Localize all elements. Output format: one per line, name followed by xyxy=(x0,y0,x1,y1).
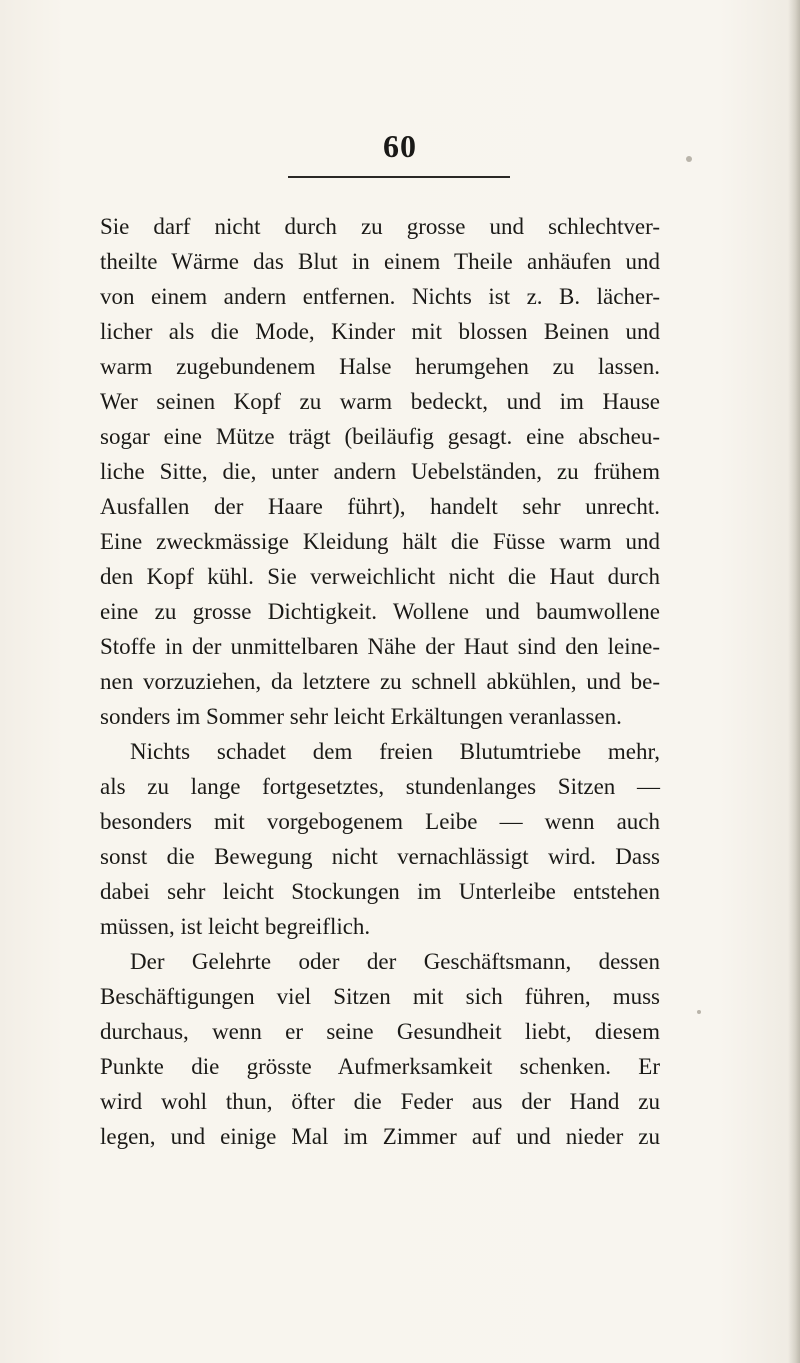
text-line: eine zu grosse Dichtigkeit. Wollene und baumwollene xyxy=(100,599,660,624)
text-line: nen vorzuziehen, da letztere zu schnell abkühlen, und be- xyxy=(100,669,660,694)
text-line: Punkte die grösste Aufmerksamkeit schenken. Er xyxy=(100,1054,660,1079)
text-line: Sie darf nicht durch zu grosse und schlechtver- xyxy=(100,214,660,239)
text-line: wird wohl thun, öfter die Feder aus der Hand zu xyxy=(100,1089,660,1114)
text-line: Ausfallen der Haare führt), handelt sehr unrecht. xyxy=(100,494,660,519)
text-line: legen, und einige Mal im Zimmer auf und nieder zu xyxy=(100,1124,660,1149)
page-number: 60 xyxy=(383,128,417,164)
text-line: dabei sehr leicht Stockungen im Unterleibe entstehen xyxy=(100,879,660,904)
paper-speck xyxy=(686,156,692,162)
text-line: warm zugebundenem Halse herumgehen zu lassen. xyxy=(100,354,660,379)
page-edge-shadow xyxy=(788,0,800,1363)
text-line: Nichts schadet dem freien Blutumtriebe mehr, xyxy=(130,739,660,764)
body-text xyxy=(100,209,660,1154)
header-rule xyxy=(288,176,510,178)
text-line: Beschäftigungen viel Sitzen mit sich führen, muss xyxy=(100,984,660,1009)
text-line: theilte Wärme das Blut in einem Theile anhäufen und xyxy=(100,249,660,274)
text-line: sonst die Bewegung nicht vernachlässigt wird. Dass xyxy=(100,844,660,869)
text-line: Der Gelehrte oder der Geschäftsmann, dessen xyxy=(130,949,660,974)
text-line: sonders im Sommer sehr leicht Erkältungen veranlassen. xyxy=(100,704,622,729)
text-line: licher als die Mode, Kinder mit blossen Beinen und xyxy=(100,319,660,344)
text-line: besonders mit vorgebogenem Leibe — wenn auch xyxy=(100,809,660,834)
paper-speck xyxy=(697,1010,701,1014)
text-line: Wer seinen Kopf zu warm bedeckt, und im Hause xyxy=(100,389,660,414)
text-line: den Kopf kühl. Sie verweichlicht nicht die Haut durch xyxy=(100,564,660,589)
text-line: müssen, ist leicht begreiflich. xyxy=(100,914,371,939)
text-line: sogar eine Mütze trägt (beiläufig gesagt. eine abscheu- xyxy=(100,424,660,449)
text-line: durchaus, wenn er seine Gesundheit liebt, diesem xyxy=(100,1019,660,1044)
text-line: liche Sitte, die, unter andern Uebelständen, zu frühem xyxy=(100,459,660,484)
text-line: von einem andern entfernen. Nichts ist z. B. lächer- xyxy=(100,284,660,309)
text-line: Eine zweckmässige Kleidung hält die Füsse warm und xyxy=(100,529,660,554)
text-line: Stoffe in der unmittelbaren Nähe der Haut sind den leine- xyxy=(100,634,660,659)
text-line: als zu lange fortgesetztes, stundenlanges Sitzen — xyxy=(100,774,660,799)
